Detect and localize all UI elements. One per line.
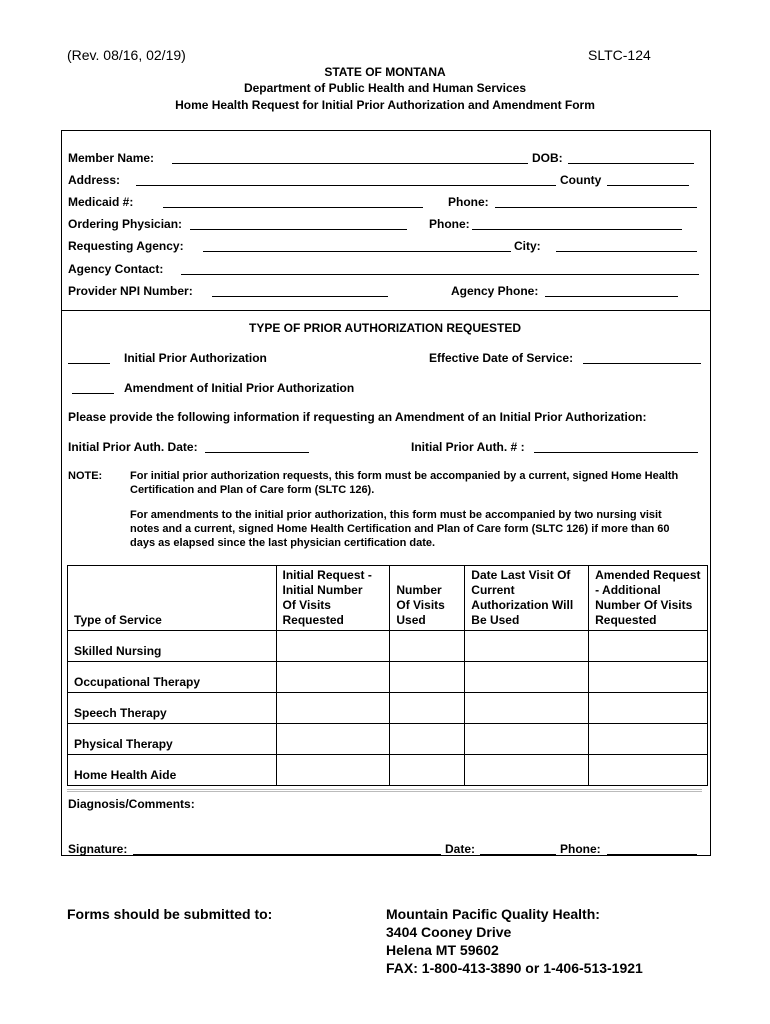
header-amended-request: Amended Request - Additional Number Of Visits Requested: [589, 566, 708, 631]
member-name-field[interactable]: [172, 163, 528, 164]
medicaid-field[interactable]: [163, 207, 423, 208]
form-number: SLTC-124: [588, 47, 651, 63]
signature-phone-label: Phone:: [560, 842, 601, 856]
ordering-physician-label: Ordering Physician:: [68, 217, 183, 231]
requesting-agency-label: Requesting Agency:: [68, 239, 184, 253]
state-heading: STATE OF MONTANA: [324, 65, 446, 79]
table-cell[interactable]: [390, 662, 465, 693]
effective-date-field[interactable]: [583, 363, 701, 364]
signature-phone-field[interactable]: [607, 854, 697, 855]
table-row: [68, 662, 708, 693]
signature-date-label: Date:: [445, 842, 476, 856]
member-name-label: Member Name:: [68, 151, 155, 165]
physician-phone-field[interactable]: [472, 229, 682, 230]
table-cell[interactable]: [276, 631, 390, 662]
note1-line1: For initial prior authorization requests, this form must be accompanied by a current, signed Home Health: [130, 470, 679, 482]
submit-city: Helena MT 59602: [386, 942, 499, 958]
initial-auth-label: Initial Prior Authorization: [124, 351, 267, 365]
note2-line3: days as elapsed since the last physician certification date.: [130, 537, 436, 549]
diagnosis-label: Diagnosis/Comments:: [68, 797, 195, 811]
physician-phone-label: Phone:: [429, 217, 470, 231]
county-label: County: [560, 173, 602, 187]
signature-field[interactable]: [133, 854, 441, 855]
table-cell[interactable]: [589, 693, 708, 724]
table-row: [68, 631, 708, 662]
table-cell[interactable]: [465, 755, 589, 786]
effective-date-label: Effective Date of Service:: [429, 351, 574, 365]
address-label: Address:: [68, 173, 121, 187]
agency-phone-field[interactable]: [545, 296, 678, 297]
header-initial-visits: Initial Request - Initial Number Of Visits Requested: [276, 566, 390, 631]
city-field[interactable]: [556, 251, 697, 252]
city-label: City:: [514, 239, 541, 253]
service-table-header: [68, 566, 708, 631]
note2-line1: For amendments to the initial prior authorization, this form must be accompanied by two nursing visit: [130, 509, 662, 521]
amendment-instruction: Please provide the following information if requesting an Amendment of an Initial Prior Authorization:: [68, 410, 647, 424]
table-cell[interactable]: [589, 724, 708, 755]
note-label: NOTE:: [68, 470, 103, 482]
service-name: Physical Therapy: [68, 724, 277, 755]
submit-street: 3404 Cooney Drive: [386, 924, 512, 940]
dob-label: DOB:: [532, 151, 563, 165]
agency-contact-label: Agency Contact:: [68, 262, 164, 276]
submit-fax: FAX: 1-800-413-3890 or 1-406-513-1921: [386, 960, 643, 976]
table-cell[interactable]: [390, 631, 465, 662]
table-cell[interactable]: [276, 693, 390, 724]
revision-text: (Rev. 08/16, 02/19): [67, 47, 186, 63]
phone-label: Phone:: [448, 195, 489, 209]
section-divider: [61, 310, 710, 311]
initial-auth-date-label: Initial Prior Auth. Date:: [68, 440, 198, 454]
table-cell[interactable]: [465, 631, 589, 662]
table-cell[interactable]: [589, 631, 708, 662]
amendment-checkline[interactable]: [72, 393, 114, 394]
table-cell[interactable]: [465, 724, 589, 755]
signature-date-field[interactable]: [480, 854, 556, 855]
header-visits-used: Number Of Visits Used: [390, 566, 465, 631]
signature-label: Signature:: [68, 842, 128, 856]
table-row: [68, 724, 708, 755]
address-field[interactable]: [136, 185, 556, 186]
header-date-last-visit: Date Last Visit Of Current Authorization Will Be Used: [465, 566, 589, 631]
table-cell[interactable]: [589, 755, 708, 786]
auth-type-heading: TYPE OF PRIOR AUTHORIZATION REQUESTED: [248, 321, 521, 335]
table-cell[interactable]: [276, 662, 390, 693]
ordering-physician-field[interactable]: [190, 229, 407, 230]
table-row: [68, 693, 708, 724]
service-table: [67, 565, 708, 786]
form-title: Home Health Request for Initial Prior Authorization and Amendment Form: [175, 98, 595, 112]
table-cell[interactable]: [390, 693, 465, 724]
dob-field[interactable]: [568, 163, 694, 164]
npi-label: Provider NPI Number:: [68, 284, 193, 298]
note2-line2: notes and a current, signed Home Health Certification and Plan of Care form (SLTC 126) if more than 60: [130, 523, 670, 535]
submit-org: Mountain Pacific Quality Health:: [386, 906, 600, 922]
table-bottom-rule: [67, 789, 702, 792]
service-name: Speech Therapy: [68, 693, 277, 724]
county-field[interactable]: [607, 185, 689, 186]
phone-field[interactable]: [495, 207, 697, 208]
table-cell[interactable]: [589, 662, 708, 693]
table-cell[interactable]: [276, 724, 390, 755]
table-cell[interactable]: [465, 662, 589, 693]
department-heading: Department of Public Health and Human Services: [243, 81, 527, 95]
table-row: [68, 755, 708, 786]
initial-auth-checkline[interactable]: [68, 363, 110, 364]
table-cell[interactable]: [390, 755, 465, 786]
amendment-label: Amendment of Initial Prior Authorization: [124, 381, 355, 395]
service-name: Home Health Aide: [68, 755, 277, 786]
agency-contact-field[interactable]: [181, 274, 699, 275]
initial-auth-number-label: Initial Prior Auth. # :: [411, 440, 525, 454]
service-name: Occupational Therapy: [68, 662, 277, 693]
service-name: Skilled Nursing: [68, 631, 277, 662]
header-type-of-service: Type of Service: [68, 566, 277, 631]
requesting-agency-field[interactable]: [203, 251, 511, 252]
table-cell[interactable]: [276, 755, 390, 786]
npi-field[interactable]: [212, 296, 388, 297]
submit-label: Forms should be submitted to:: [67, 906, 273, 922]
agency-phone-label: Agency Phone:: [451, 284, 539, 298]
table-cell[interactable]: [390, 724, 465, 755]
table-cell[interactable]: [465, 693, 589, 724]
note1-line2: Certification and Plan of Care form (SLTC 126).: [130, 484, 375, 496]
initial-auth-number-field[interactable]: [534, 452, 698, 453]
initial-auth-date-field[interactable]: [205, 452, 309, 453]
medicaid-label: Medicaid #:: [68, 195, 134, 209]
